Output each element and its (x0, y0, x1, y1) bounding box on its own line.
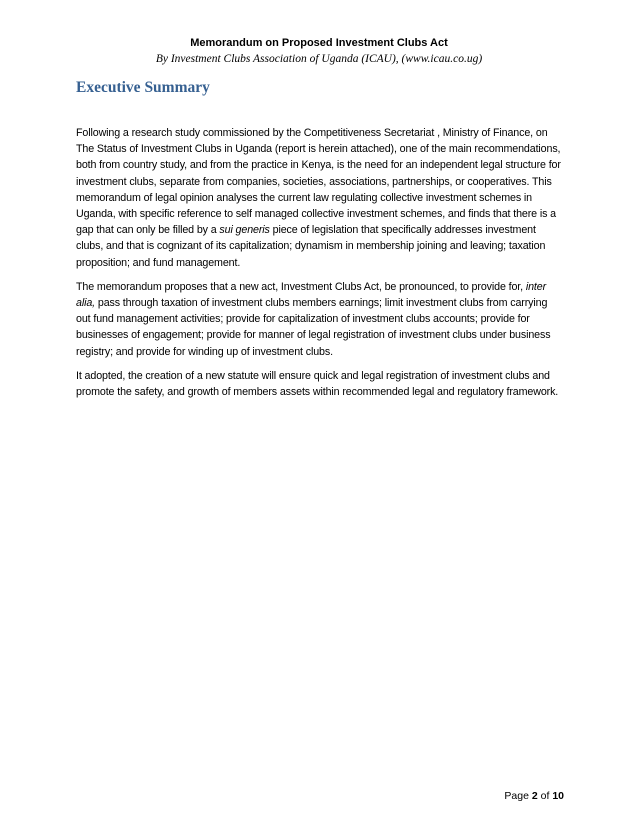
of-label: of (540, 790, 550, 802)
page-label: Page (504, 790, 529, 802)
paragraph-1 (76, 125, 562, 271)
paragraph-1-italic: sui generis (219, 224, 270, 237)
document-body (76, 125, 562, 408)
page-footer (0, 789, 564, 803)
paragraph-2 (76, 279, 562, 360)
paragraph-2-text-b: pass through taxation of investment clubs members earnings; limit investment clubs from carrying out fund management activities; provide for capitalization of investment clubs accounts; provide for businesses of engagement; provide for manner of legal registration of investment clubs under business registry; and provide for winding up of investment clubs. (76, 297, 551, 358)
paragraph-1-text-b: piece of legislation that specifically addresses investment clubs, and that is cognizant of its capitalization; dynamism in membership joining and leaving; taxation proposition; and fund management. (76, 224, 546, 269)
section-heading: Executive Summary (76, 79, 210, 96)
total-pages: 10 (552, 790, 564, 802)
paragraph-2-italic: inter alia, (76, 280, 547, 310)
paragraph-1-text-a: Following a research study commissioned by the Competitiveness Secretariat , Ministry of Finance, on The Status of Investment Clubs in Uganda (report is herein attached), one of the main recommendations, both from country study, and from the practice in Kenya, is the need for an independent legal structure for investment clubs, separate from companies, societies, associations, partnerships, or cooperatives. This memorandum of legal opinion analyses the current law regulating collective investment schemes in Uganda, with specific reference to self managed collective investment schemes, and finds that there is a gap that can only be filled by a (76, 127, 561, 237)
paragraph-2-text-a: The memorandum proposes that a new act, Investment Clubs Act, be pronounced, to provide for, (76, 280, 526, 293)
header-subtitle: By Investment Clubs Association of Uganda (ICAU), (www.icau.co.ug) (155, 53, 483, 65)
paragraph-3: It adopted, the creation of a new statute will ensure quick and legal registration of investment clubs and promote the safety, and growth of members assets within recommended legal and regulatory framework. (76, 369, 559, 399)
header-title: Memorandum on Proposed Investment Clubs Act (190, 37, 448, 49)
page-number: 2 (531, 790, 538, 802)
